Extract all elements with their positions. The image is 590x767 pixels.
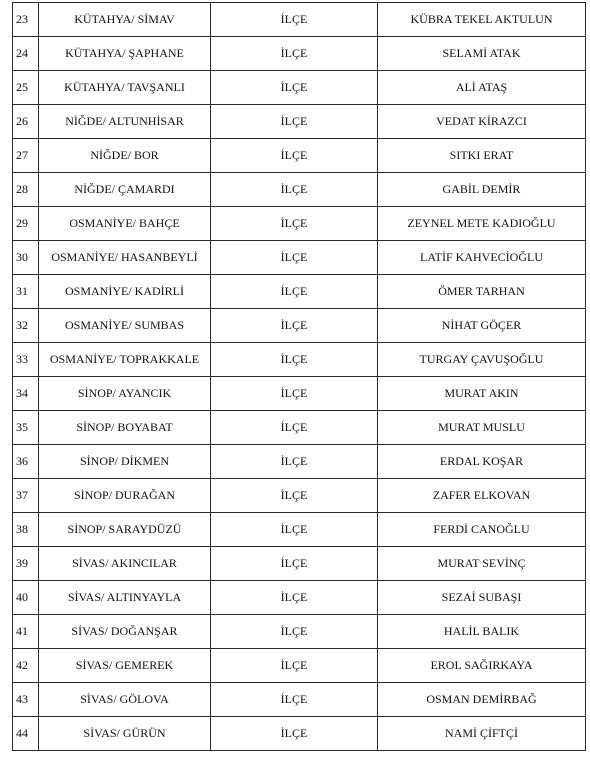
row-number-cell: 31 [13, 275, 39, 309]
district-cell: OSMANİYE/ SUMBAS [39, 309, 211, 343]
district-cell: KÜTAHYA/ SİMAV [39, 3, 211, 37]
type-cell: İLÇE [211, 411, 378, 445]
district-cell: SİVAS/ GÖLOVA [39, 683, 211, 717]
type-cell: İLÇE [211, 173, 378, 207]
type-cell: İLÇE [211, 37, 378, 71]
person-name-cell: ZAFER ELKOVAN [378, 479, 586, 513]
table-row [13, 683, 586, 717]
type-cell: İLÇE [211, 581, 378, 615]
person-name-cell: SELAMİ ATAK [378, 37, 586, 71]
row-number-cell: 35 [13, 411, 39, 445]
table-row [13, 581, 586, 615]
table-row [13, 547, 586, 581]
person-name-cell: GABİL DEMİR [378, 173, 586, 207]
row-number-cell: 25 [13, 71, 39, 105]
person-name-cell: ZEYNEL METE KADIOĞLU [378, 207, 586, 241]
table-row [13, 649, 586, 683]
table-row [13, 513, 586, 547]
row-number-cell: 28 [13, 173, 39, 207]
table-row [13, 309, 586, 343]
person-name-cell: MURAT AKIN [378, 377, 586, 411]
row-number-cell: 34 [13, 377, 39, 411]
table-row [13, 71, 586, 105]
type-cell: İLÇE [211, 683, 378, 717]
table-row [13, 173, 586, 207]
row-number-cell: 37 [13, 479, 39, 513]
district-cell: SİNOP/ DURAĞAN [39, 479, 211, 513]
district-cell: NİĞDE/ ALTUNHİSAR [39, 105, 211, 139]
type-cell: İLÇE [211, 309, 378, 343]
district-cell: SİVAS/ GEMEREK [39, 649, 211, 683]
person-name-cell: ERDAL KOŞAR [378, 445, 586, 479]
row-number-cell: 40 [13, 581, 39, 615]
district-cell: SİVAS/ DOĞANŞAR [39, 615, 211, 649]
person-name-cell: TURGAY ÇAVUŞOĞLU [378, 343, 586, 377]
person-name-cell: MURAT SEVİNÇ [378, 547, 586, 581]
type-cell: İLÇE [211, 615, 378, 649]
district-cell: SİNOP/ AYANCIK [39, 377, 211, 411]
person-name-cell: EROL SAĞIRKAYA [378, 649, 586, 683]
table-row [13, 343, 586, 377]
row-number-cell: 33 [13, 343, 39, 377]
type-cell: İLÇE [211, 139, 378, 173]
person-name-cell: LATİF KAHVECİOĞLU [378, 241, 586, 275]
row-number-cell: 42 [13, 649, 39, 683]
person-name-cell: OSMAN DEMİRBAĞ [378, 683, 586, 717]
type-cell: İLÇE [211, 343, 378, 377]
person-name-cell: NİHAT GÖÇER [378, 309, 586, 343]
table-row [13, 445, 586, 479]
person-name-cell: ÖMER TARHAN [378, 275, 586, 309]
row-number-cell: 32 [13, 309, 39, 343]
district-cell: NİĞDE/ BOR [39, 139, 211, 173]
table-row [13, 139, 586, 173]
table-row [13, 615, 586, 649]
type-cell: İLÇE [211, 105, 378, 139]
person-name-cell: SITKI ERAT [378, 139, 586, 173]
row-number-cell: 30 [13, 241, 39, 275]
row-number-cell: 36 [13, 445, 39, 479]
district-cell: SİVAS/ AKINCILAR [39, 547, 211, 581]
district-cell: KÜTAHYA/ TAVŞANLI [39, 71, 211, 105]
person-name-cell: NAMİ ÇİFTÇİ [378, 717, 586, 751]
district-cell: SİNOP/ DİKMEN [39, 445, 211, 479]
type-cell: İLÇE [211, 377, 378, 411]
table-row [13, 3, 586, 37]
type-cell: İLÇE [211, 3, 378, 37]
row-number-cell: 39 [13, 547, 39, 581]
table-row [13, 207, 586, 241]
person-name-cell: SEZAİ SUBAŞI [378, 581, 586, 615]
table-body [13, 3, 586, 751]
row-number-cell: 27 [13, 139, 39, 173]
table-row [13, 377, 586, 411]
district-cell: SİVAS/ ALTINYAYLA [39, 581, 211, 615]
person-name-cell: FERDİ CANOĞLU [378, 513, 586, 547]
table-row [13, 717, 586, 751]
row-number-cell: 23 [13, 3, 39, 37]
row-number-cell: 44 [13, 717, 39, 751]
type-cell: İLÇE [211, 513, 378, 547]
table-row [13, 479, 586, 513]
row-number-cell: 41 [13, 615, 39, 649]
row-number-cell: 38 [13, 513, 39, 547]
district-cell: NİĞDE/ ÇAMARDI [39, 173, 211, 207]
district-cell: OSMANİYE/ TOPRAKKALE [39, 343, 211, 377]
type-cell: İLÇE [211, 71, 378, 105]
type-cell: İLÇE [211, 241, 378, 275]
district-cell: OSMANİYE/ BAHÇE [39, 207, 211, 241]
table-row [13, 275, 586, 309]
person-name-cell: ALİ ATAŞ [378, 71, 586, 105]
district-cell: SİNOP/ SARAYDÜZÜ [39, 513, 211, 547]
type-cell: İLÇE [211, 275, 378, 309]
type-cell: İLÇE [211, 649, 378, 683]
person-name-cell: VEDAT KİRAZCI [378, 105, 586, 139]
row-number-cell: 26 [13, 105, 39, 139]
person-name-cell: KÜBRA TEKEL AKTULUN [378, 3, 586, 37]
person-name-cell: HALİL BALIK [378, 615, 586, 649]
table-row [13, 37, 586, 71]
type-cell: İLÇE [211, 207, 378, 241]
type-cell: İLÇE [211, 717, 378, 751]
district-cell: KÜTAHYA/ ŞAPHANE [39, 37, 211, 71]
district-cell: SİVAS/ GÜRÜN [39, 717, 211, 751]
row-number-cell: 24 [13, 37, 39, 71]
appointments-table [12, 2, 586, 751]
table-row [13, 105, 586, 139]
district-cell: OSMANİYE/ KADİRLİ [39, 275, 211, 309]
person-name-cell: MURAT MUSLU [378, 411, 586, 445]
type-cell: İLÇE [211, 547, 378, 581]
type-cell: İLÇE [211, 479, 378, 513]
table-row [13, 411, 586, 445]
district-cell: SİNOP/ BOYABAT [39, 411, 211, 445]
row-number-cell: 29 [13, 207, 39, 241]
district-cell: OSMANİYE/ HASANBEYLİ [39, 241, 211, 275]
row-number-cell: 43 [13, 683, 39, 717]
table-row [13, 241, 586, 275]
type-cell: İLÇE [211, 445, 378, 479]
